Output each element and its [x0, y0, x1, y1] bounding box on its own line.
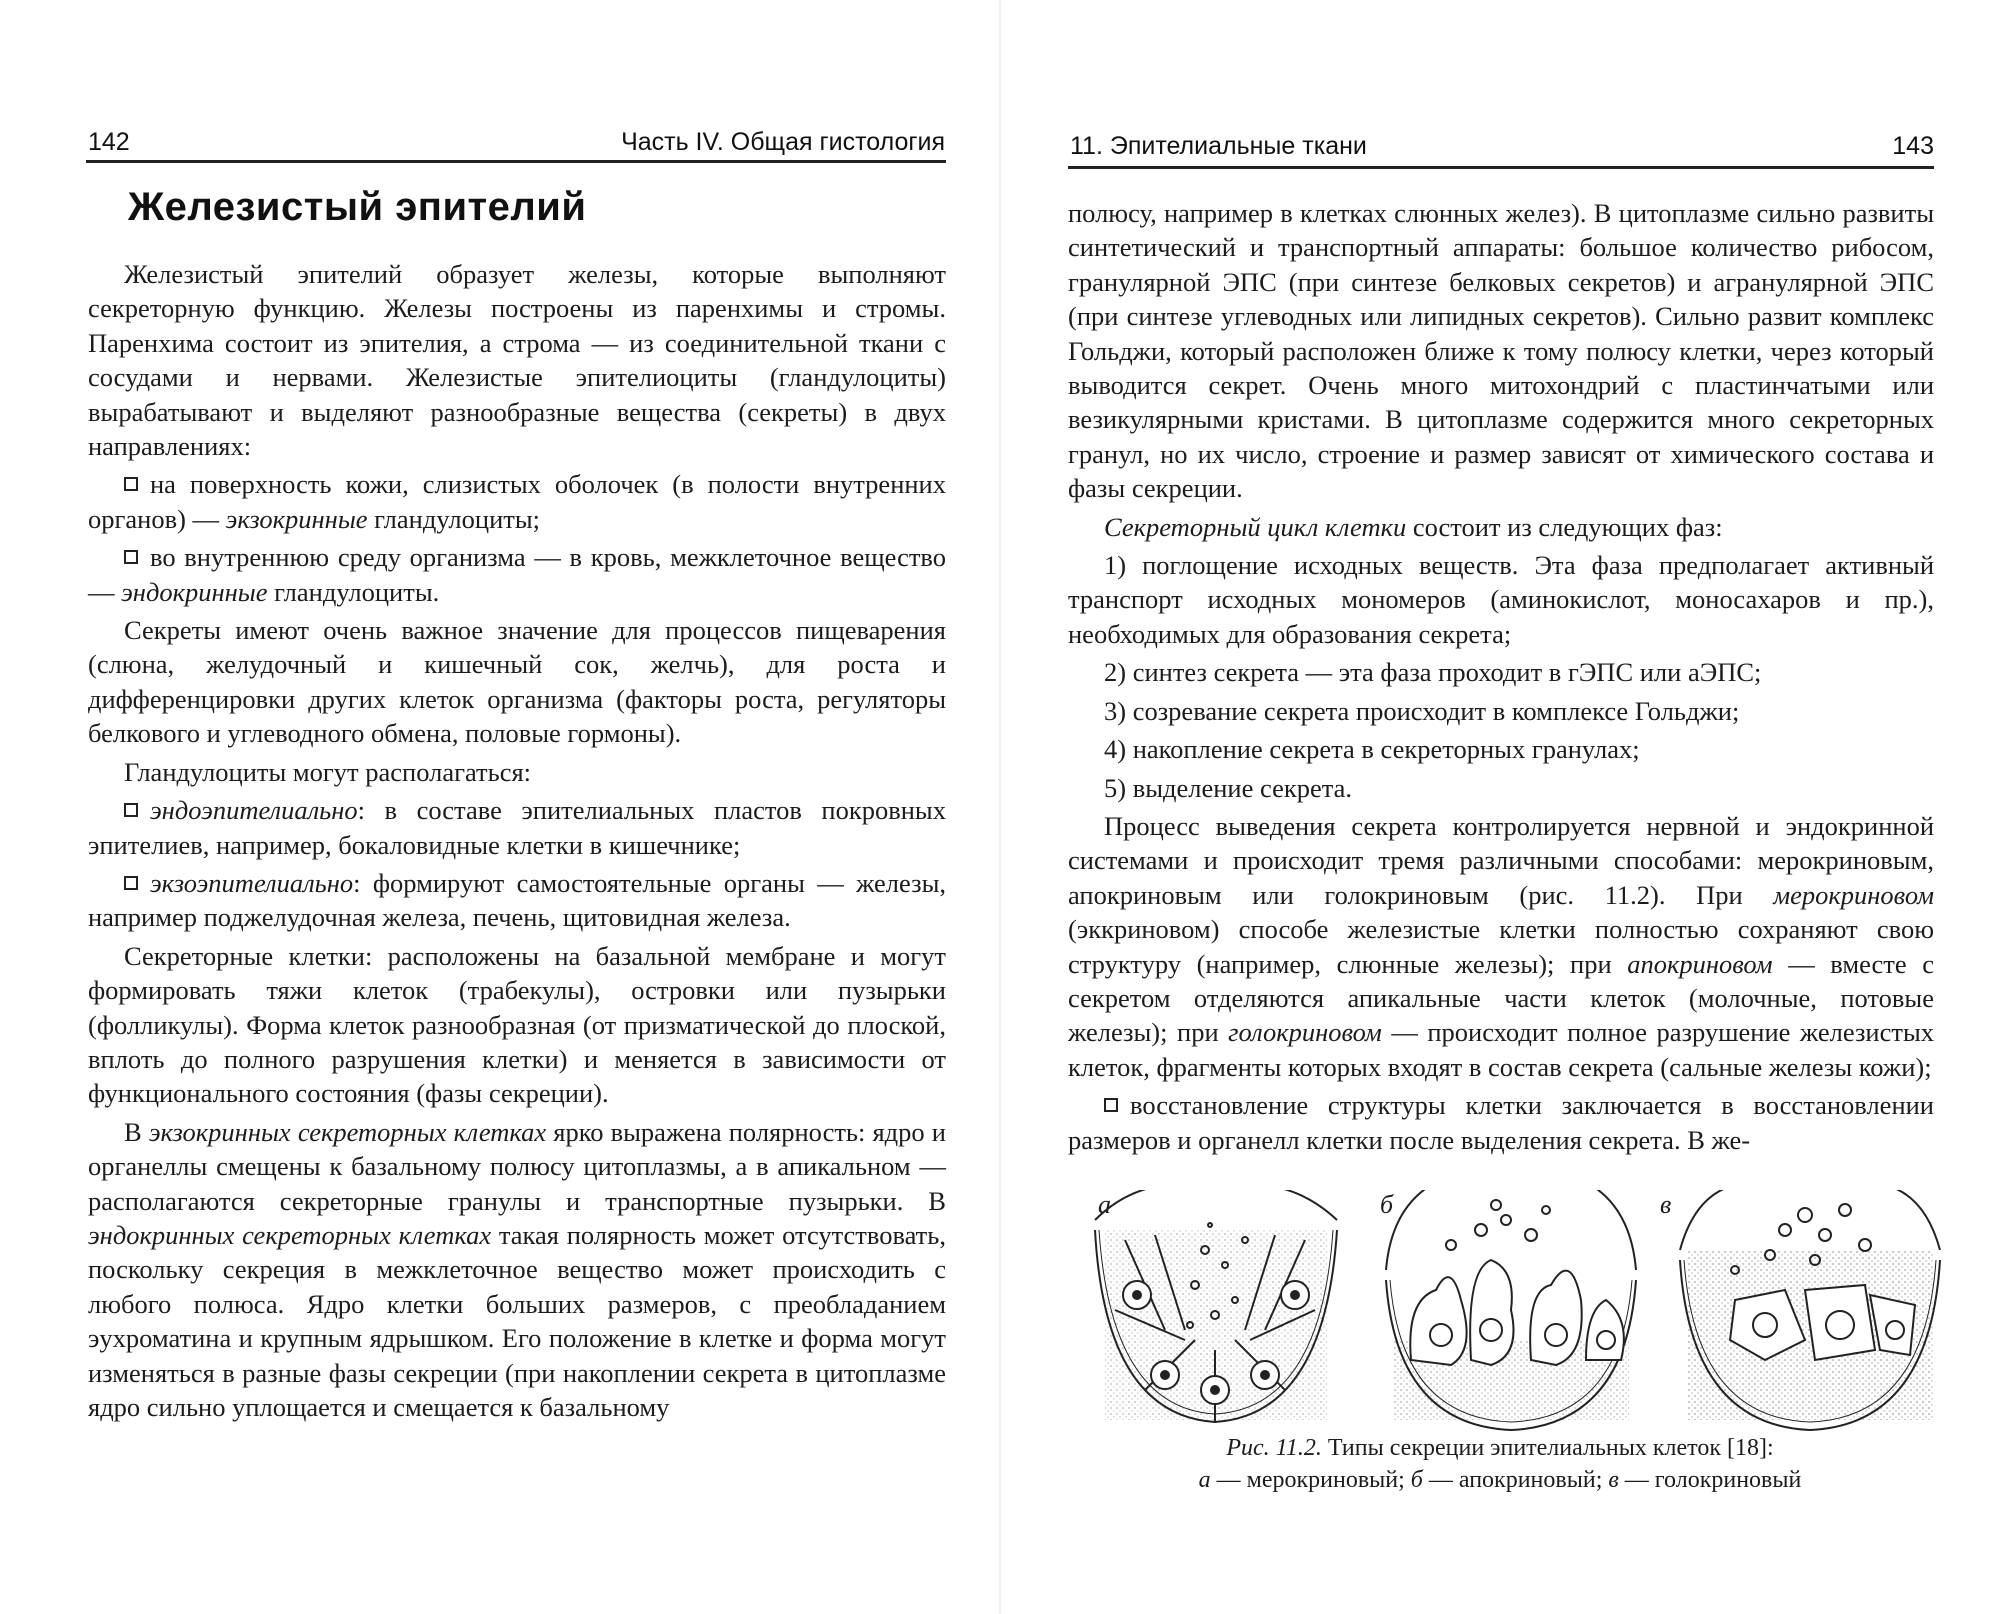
- left-text-column: [88, 257, 946, 1428]
- page-number-right: 143: [1892, 132, 1934, 160]
- paragraph: Секреторные клетки: расположены на базальной мембране и могут формировать тяжи клеток (трабекулы), островки или пузырьки (фолликулы). Форма клеток разнообразная (от призматической до плоской, вплоть до полного разрушения клетки) и меняется в зависимости от функционального состояния (фазы секреции).: [88, 940, 946, 1109]
- running-head-left: Часть IV. Общая гистология: [621, 128, 945, 156]
- checkbox-bullet-icon: [124, 550, 138, 564]
- checkbox-bullet-icon: [124, 477, 138, 491]
- holocrine-gland-drawing: [1680, 1190, 1940, 1430]
- checkbox-bullet-icon: [124, 876, 138, 890]
- paragraph: полюсу, например в клетках слюнных желез). В цитоплазме сильно развиты синтетический и транспортный аппараты: большое количество рибосом, гранулярной ЭПС (при синтезе белковых секретов) и агранулярной ЭПС (при синтезе углеводных или липидных секретов). Сильно развит комплекс Гольджи, который расположен ближе к тому полюсу клетки, через который выводится секрет. Очень много митохондрий с пластинчатыми или везикулярными кристами. В цитоплазме содержится много секреторных гранул, но их число, строение и размер зависят от химического состава и фазы секреции.: [1068, 198, 1934, 504]
- bullet-item: во внутреннюю среду организма — в кровь, межклеточное вещество — эндокринные гландулоциты.: [88, 542, 946, 607]
- page-number-left: 142: [88, 128, 130, 156]
- apocrine-gland-drawing: [1386, 1190, 1636, 1430]
- figure-label-a: а: [1098, 1190, 1111, 1219]
- running-head-right: 11. Эпителиальные ткани: [1070, 132, 1367, 160]
- bullet-item: восстановление структуры клетки заключается в восстановлении размеров и органелл клетки после выделения секрета. В же-: [1068, 1090, 1934, 1155]
- caption-line-1: Рис. 11.2. Типы секреции эпителиальных клеток [18]:: [1226, 1435, 1774, 1461]
- merocrine-gland-drawing: [1095, 1190, 1337, 1422]
- section-heading: Железистый эпителий: [128, 185, 587, 229]
- paragraph: Процесс выведения секрета контролируется нервной и эндокринной системами и происходит тремя различными способами: мерокриновым, апокриновым или голокриновым (рис. 11.2). При мерокриновом (эккриновом) способе железистые клетки полностью сохраняют свою структуру (например, слюнные железы); при апокриновом — вместе с секретом отделяются апикальные части клеток (молочные, потовые железы); при голокриновом — происходит полное разрушение железистых клеток, фрагменты которых входят в состав секрета (сальные железы кожи);: [1068, 810, 1935, 1082]
- figure-caption: [1000, 1432, 2000, 1496]
- paragraph: Секреторный цикл клетки состоит из следующих фаз:: [1104, 511, 1723, 542]
- caption-line-2: а — мерокриновый; б — апокриновый; в — голокриновый: [1198, 1467, 1802, 1493]
- bullet-item: эндоэпителиально: в составе эпителиальных пластов покровных эпителиев, например, бокаловидные клетки в кишечнике;: [88, 795, 946, 860]
- header-rule-right: [1068, 166, 1934, 169]
- header-rule-left: [86, 160, 946, 163]
- paragraph: В экзокринных секреторных клетках ярко выражена полярность: ядро и органеллы смещены к базальному полюсу цитоплазмы, а в апикальном — располагаются секреторные гранулы и транспортные пузырьки. В эндокринных секреторных клетках такая полярность может отсутствовать, поскольку секреция в межклеточное вещество может происходить с любого полюса. Ядро клетки больших размеров, с преобладанием эухроматина и крупным ядрышком. Его положение в клетке и форма могут изменяться в разные фазы секреции (при накоплении секрета в цитоплазме ядро сильно уплощается и смещается к базальному: [88, 1116, 946, 1422]
- paragraph: Гландулоциты могут располагаться:: [124, 756, 532, 787]
- list-item: 4) накопление секрета в секреторных гранулах;: [1104, 734, 1640, 765]
- list-item: 2) синтез секрета — эта фаза проходит в гЭПС или аЭПС;: [1104, 657, 1762, 688]
- figure-label-b: б: [1380, 1190, 1394, 1219]
- paragraph: Железистый эпителий образует железы, которые выполняют секреторную функцию. Железы построены из паренхимы и стромы. Паренхима состоит из эпителия, а строма — из соединительной ткани с сосудами и нервами. Железистые эпителиоциты (гландулоциты) вырабатывают и выделяют разнообразные вещества (секреты) в двух направлениях:: [88, 259, 946, 462]
- figure-label-c: в: [1660, 1190, 1672, 1219]
- paragraph: Секреты имеют очень важное значение для процессов пищеварения (слюна, желудочный и кишечный сок, желчь), для роста и дифференцировки других клеток организма (факторы роста, регуляторы белкового и углеводного обмена, половые гормоны).: [88, 615, 946, 749]
- bullet-item: на поверхность кожи, слизистых оболочек (в полости внутренних органов) — экзокринные гландулоциты;: [88, 469, 946, 534]
- list-item: 3) созревание секрета происходит в комплексе Гольджи;: [1104, 695, 1740, 726]
- bullet-item: экзоэпителиально: формируют самостоятельные органы — железы, например поджелудочная железа, печень, щитовидная железа.: [88, 867, 946, 933]
- checkbox-bullet-icon: [124, 803, 138, 817]
- secretion-types-figure: [1085, 1190, 1945, 1440]
- list-item: 5) выделение секрета.: [1104, 772, 1353, 803]
- list-item: 1) поглощение исходных веществ. Эта фаза предполагает активный транспорт исходных мономеров (аминокислот, моносахаров и пр.), необходимых для образования секрета;: [1068, 550, 1934, 649]
- right-text-column: [1068, 196, 1934, 1161]
- checkbox-bullet-icon: [1104, 1098, 1118, 1112]
